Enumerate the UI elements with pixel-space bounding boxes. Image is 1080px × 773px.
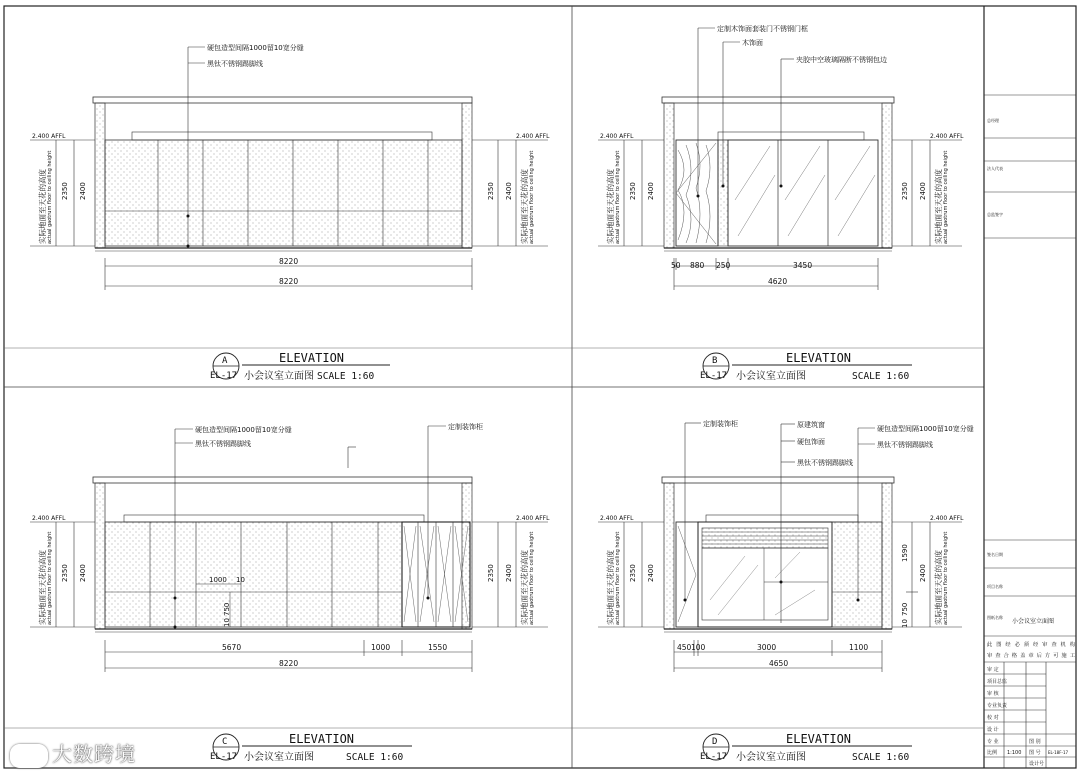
tb-row-5: 校 对 bbox=[987, 715, 999, 721]
dim-c-inner-1: 1000 bbox=[209, 576, 227, 584]
tb-label-4: 签名日期 bbox=[987, 552, 1003, 557]
panel-c-title: 小会议室立面图 bbox=[244, 752, 314, 763]
level-c-right: 2.400 AFFL bbox=[516, 515, 550, 522]
level-c-left: 2.400 AFFL bbox=[32, 515, 66, 522]
dim-d-right-2400: 2400 bbox=[919, 564, 927, 582]
side-note-en-c-right: actual gaotrum floor to ceiling height bbox=[529, 531, 535, 625]
dim-a-bottom-1: 8220 bbox=[279, 257, 299, 266]
tb-approval-note-1: 此图经必须经审查机构 bbox=[987, 642, 1075, 648]
dim-c-bottom-2: 1000 bbox=[371, 643, 391, 652]
level-d-left: 2.400 AFFL bbox=[600, 515, 634, 522]
tb-label-1: 总经理 bbox=[987, 118, 999, 123]
side-note-c-left: 实际地面至天花的高度 bbox=[38, 550, 47, 625]
elevation-panel-c bbox=[4, 422, 572, 763]
panel-d-id: D bbox=[712, 737, 718, 747]
side-note-a-left: 实际地面至天花的高度 bbox=[38, 169, 47, 244]
callout-d-5: 硬包造型间隔1000留10宽分缝 bbox=[877, 425, 974, 433]
side-note-d-right: 实际地面至天花的高度 bbox=[934, 550, 943, 625]
dim-c-inner-4: 10 bbox=[223, 618, 231, 627]
callout-b-2: 木饰面 bbox=[742, 39, 763, 47]
level-a-right: 2.400 AFFL bbox=[516, 133, 550, 140]
dim-b-bottom-2: 880 bbox=[690, 261, 705, 270]
callout-d-4: 黑钛不锈钢踢脚线 bbox=[797, 459, 853, 467]
tb-drawing-name: 小会议室立面图 bbox=[1012, 618, 1055, 625]
panel-d-title: 小会议室立面图 bbox=[736, 752, 806, 763]
tb-footer-3: 1:100 bbox=[1007, 750, 1022, 756]
side-note-c-right: 实际地面至天花的高度 bbox=[520, 550, 529, 625]
level-d-right: 2.400 AFFL bbox=[930, 515, 964, 522]
tb-row-6: 设 计 bbox=[987, 727, 999, 733]
dim-b-right-2400: 2400 bbox=[919, 182, 927, 200]
callout-d-6: 黑钛不锈钢踢脚线 bbox=[877, 441, 933, 449]
dim-d-total: 4650 bbox=[769, 659, 789, 668]
level-a-left: 2.400 AFFL bbox=[32, 133, 66, 140]
dim-b-bottom-1: 50 bbox=[671, 261, 681, 270]
dim-d-bottom-2: 100 bbox=[691, 643, 706, 652]
dim-d-bottom-3: 3000 bbox=[757, 643, 777, 652]
panel-c-code: EL-17 bbox=[210, 752, 238, 762]
side-note-en-b-right: actual gaotrum floor to ceiling height bbox=[943, 150, 949, 244]
tb-label-3: 总监签字 bbox=[987, 212, 1003, 217]
tb-row-3: 审 核 bbox=[987, 691, 999, 697]
callout-c-1: 硬包造型间隔1000留10宽分缝 bbox=[195, 426, 292, 434]
panel-b-code: EL-17 bbox=[700, 371, 728, 381]
side-note-en-a-right: actual gaotrum floor to ceiling height bbox=[529, 150, 535, 244]
side-note-b-right: 实际地面至天花的高度 bbox=[934, 169, 943, 244]
dim-d-bottom-4: 1100 bbox=[849, 643, 869, 652]
callout-b-3: 夹胶中空玻璃隔断不锈钢包边 bbox=[796, 56, 887, 64]
brand-logo-icon bbox=[10, 744, 48, 768]
title-block-text bbox=[987, 117, 1076, 767]
dim-a-right-2400: 2400 bbox=[505, 182, 513, 200]
panel-d-heading: ELEVATION bbox=[786, 732, 852, 746]
tb-label-5: 项目名称 bbox=[987, 584, 1003, 589]
panel-b-id: B bbox=[712, 356, 718, 366]
dim-a-total: 8220 bbox=[279, 277, 299, 286]
panel-a-code: EL-17 bbox=[210, 371, 238, 381]
dim-b-bottom-4: 3450 bbox=[793, 261, 813, 270]
dim-c-left-2400: 2400 bbox=[79, 564, 87, 582]
tb-footer-6: EL-18F-17 bbox=[1048, 750, 1069, 755]
panel-d-scale: SCALE 1:60 bbox=[852, 752, 910, 763]
side-note-en-a-left: actual gaotrum floor to ceiling height bbox=[47, 150, 53, 244]
level-b-left: 2.400 AFFL bbox=[600, 133, 634, 140]
dim-c-total: 8220 bbox=[279, 659, 299, 668]
tb-footer-5: 图 号 bbox=[1029, 750, 1041, 756]
callout-c-3: 定制装饰柜 bbox=[448, 423, 483, 431]
dim-c-left-2350: 2350 bbox=[61, 564, 69, 582]
panel-b-heading: ELEVATION bbox=[786, 351, 852, 365]
panel-c-id: C bbox=[222, 737, 228, 747]
elevation-panel-b bbox=[572, 24, 984, 382]
tb-label-6: 图纸名称 bbox=[987, 615, 1003, 620]
dim-b-bottom-3: 250 bbox=[716, 261, 731, 270]
elevation-panel-d bbox=[572, 419, 984, 763]
dim-a-left-2350: 2350 bbox=[61, 182, 69, 200]
dim-a-right-2350: 2350 bbox=[487, 182, 495, 200]
tb-row-1: 审 定 bbox=[987, 667, 999, 673]
panel-b-scale: SCALE 1:60 bbox=[852, 371, 910, 382]
tb-footer-2: 比例 bbox=[987, 750, 998, 756]
side-note-a-right: 实际地面至天花的高度 bbox=[520, 169, 529, 244]
watermark-text: 大数跨境 bbox=[52, 744, 136, 766]
dim-b-total: 4620 bbox=[768, 277, 788, 286]
tb-row-2: 项目总监 bbox=[987, 679, 1008, 685]
dim-c-inner-3: 750 bbox=[223, 602, 231, 616]
dim-b-right-2350: 2350 bbox=[901, 182, 909, 200]
panel-b-title: 小会议室立面图 bbox=[736, 371, 806, 382]
dim-a-left-2400: 2400 bbox=[79, 182, 87, 200]
dim-c-right-2400: 2400 bbox=[505, 564, 513, 582]
dim-c-right-2350: 2350 bbox=[487, 564, 495, 582]
dim-d-left-2400: 2400 bbox=[647, 564, 655, 582]
panel-c-heading: ELEVATION bbox=[289, 732, 355, 746]
side-note-en-c-left: actual gaotrum floor to ceiling height bbox=[47, 531, 53, 625]
tb-footer-7: 设计号 bbox=[1029, 761, 1045, 767]
dim-d-left-2350: 2350 bbox=[629, 564, 637, 582]
dim-d-right-10: 10 bbox=[901, 619, 909, 628]
tb-approval-note-2: 审查合格盖章后方可施工 bbox=[987, 653, 1075, 659]
callout-d-1: 定制装饰柜 bbox=[703, 420, 738, 428]
panel-a-heading: ELEVATION bbox=[279, 351, 345, 365]
panel-d-code: EL-17 bbox=[700, 752, 728, 762]
side-note-d-left: 实际地面至天花的高度 bbox=[606, 550, 615, 625]
tb-row-4: 专业负责 bbox=[987, 703, 1008, 709]
dim-b-left-2400: 2400 bbox=[647, 182, 655, 200]
callout-a-1: 硬包造型间隔1000留10宽分缝 bbox=[207, 44, 304, 52]
side-note-b-left: 实际地面至天花的高度 bbox=[606, 169, 615, 244]
tb-footer-4: 图 别 bbox=[1029, 739, 1041, 745]
dim-b-left-2350: 2350 bbox=[629, 182, 637, 200]
dim-c-inner-2: 10 bbox=[236, 576, 245, 584]
panel-a-id: A bbox=[222, 356, 228, 366]
dim-c-bottom-1: 5670 bbox=[222, 643, 242, 652]
dim-d-right-1590: 1590 bbox=[901, 544, 909, 562]
callout-b-1: 定制木饰面套装门不锈钢门框 bbox=[717, 25, 808, 33]
callout-d-3: 硬包饰面 bbox=[797, 438, 825, 446]
callout-c-2: 黑钛不锈钢踢脚线 bbox=[195, 440, 251, 448]
dim-d-bottom-1: 450 bbox=[677, 643, 692, 652]
elevation-panel-a bbox=[4, 43, 572, 382]
panel-c-scale: SCALE 1:60 bbox=[346, 752, 404, 763]
tb-label-2: 法人代表 bbox=[987, 166, 1003, 171]
dim-d-right-750: 750 bbox=[901, 602, 909, 616]
callout-d-2: 原建筑窗 bbox=[797, 421, 825, 429]
dim-c-bottom-3: 1550 bbox=[428, 643, 448, 652]
side-note-en-b-left: actual gaotrum floor to ceiling height bbox=[615, 150, 621, 244]
callout-a-2: 黑钛不锈钢踢脚线 bbox=[207, 60, 263, 68]
watermark bbox=[10, 738, 136, 768]
tb-footer-1: 专 业 bbox=[987, 739, 999, 745]
side-note-en-d-left: actual gaotrum floor to ceiling height bbox=[615, 531, 621, 625]
panel-a-scale: SCALE 1:60 bbox=[317, 371, 375, 382]
side-note-en-d-right: actual gaotrum floor to ceiling height bbox=[943, 531, 949, 625]
panel-a-title: 小会议室立面图 bbox=[244, 371, 314, 382]
level-b-right: 2.400 AFFL bbox=[930, 133, 964, 140]
